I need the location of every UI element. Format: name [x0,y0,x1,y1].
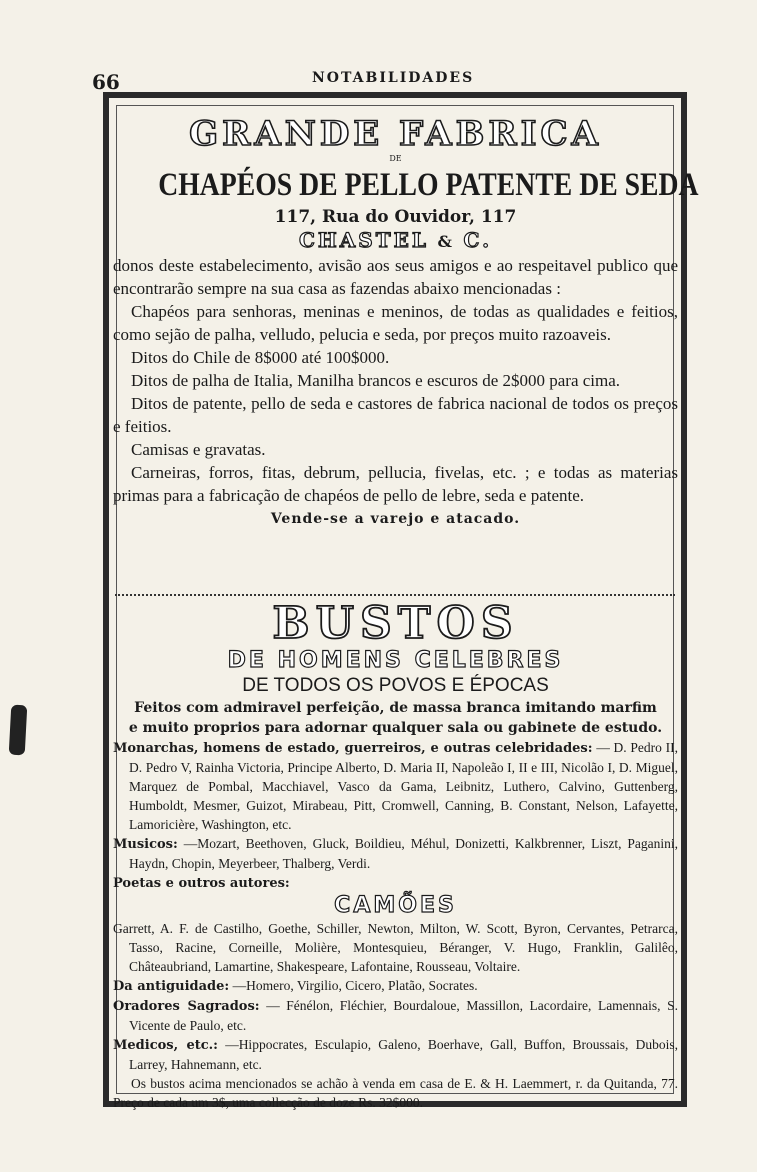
dotted-separator [115,594,675,596]
busts-subtitle-2: DE TODOS OS POVOS E ÉPOCAS [242,675,549,696]
busts-title: BUSTOS [272,598,519,649]
item-materials: Carneiras, forros, fitas, debrum, pellucia, fivelas, etc. ; e todas as materias primas para a fabricação de chapéos de pello de lebre, seda e patente. [113,463,678,505]
busts-advertisement [113,600,678,1112]
item-chile: Ditos do Chile de 8$000 até 100$000. [131,348,390,367]
hat-factory-advertisement [113,110,699,529]
item-straw: Ditos de palha de Italia, Manilha brancos e escuros de 2$000 para cima. [131,371,621,390]
category-label: Medicos, etc.: [113,1038,218,1053]
category-label: Musicos: [113,837,178,852]
firm-surname: CHASTEL [298,228,429,252]
connector-word: DE [389,154,402,163]
category-names: —Hippocrates, Esculapio, Galeno, Boerhave, Gall, Buffon, Broussais, Dubois, Larrey, Hahnemann, etc. [129,1037,678,1072]
poets-entry [113,873,678,893]
item-patent: Ditos de patente, pello de seda e castores de fabrica nacional de todos os preços e feitios. [113,394,678,436]
category-names: — Fénélon, Fléchier, Bourdaloue, Massillon, Lacordaire, Lamennais, S. Vicente de Paulo, etc. [129,998,679,1033]
sales-note: Vende-se a varejo e atacado. [270,511,521,527]
closing-note: Os bustos acima mencionados se achão à venda em casa de E. & H. Laemmert, r. da Quitanda, 77. Preço de cada um 3$, uma collecção de doze Rs. 32$000. [113,1076,678,1110]
monarchs-entry [113,738,678,834]
decorative-title: GRANDE FABRICA [189,114,602,154]
category-label: Poetas e outros autores: [113,876,290,891]
busts-description-2: e muito proprios para adornar qualquer sala ou gabinete de estudo. [128,720,663,736]
musicians-entry [113,834,678,873]
category-names: —Mozart, Beethoven, Gluck, Boildieu, Méhul, Donizetti, Kalkbrenner, Liszt, Paganini, Haydn, Chopin, Meyerbeer, Thalberg, Verdi. [129,836,679,871]
category-label: Da antiguidade: [113,979,230,994]
subtitle-de: DE [227,648,267,673]
category-label: Monarchas, homens de estado, guerreiros, e outras celebridades: [113,741,593,756]
running-title: NOTABILIDADES [312,70,475,86]
orators-entry [113,996,678,1035]
firm-company: C. [463,228,493,252]
busts-description-1: Feitos com admiravel perfeição, de massa branca imitando marfim [134,700,657,716]
category-names: — D. Pedro II, D. Pedro V, Rainha Victoria, Principe Alberto, D. Maria II, Napoleão I, II e III, Nicolão I, D. Miguel, Marquez de Pombal, Macchiavel, Vasco da Gama, Leibnitz, Luthero, Calvino, Guttenberg, Humboldt, Mesmer, Guizot, Mirabeau, Pitt, Cromwell, Canning, B. Constant, Nelson, Lafayette, Lamoricière, Washington, etc. [129,740,679,832]
item-hats: Chapéos para senhoras, meninas e meninos, de todas as qualidades e feitios, como sejão de palha, velludo, pelucia e seda, por preços muito razoaveis. [113,302,678,344]
busts-subtitle [113,648,678,674]
doctors-entry [113,1035,678,1074]
poets-list: Garrett, A. F. de Castilho, Goethe, Schiller, Newton, Milton, W. Scott, Byron, Cervantes, Petrarca, Tasso, Racine, Corneille, Molière, Montesquieu, Béranger, V. Hugo, Franklin, Galilêo, Châteaubriand, Lamartine, Shakespeare, Lafontaine, Rousseau, Voltaire. [113,921,678,974]
page-number: 66 [92,70,120,94]
ampersand: & [437,232,455,251]
shop-address: 117, Rua do Ouvidor, 117 [274,207,517,227]
category-label: Oradores Sagrados: [113,999,260,1014]
category-names: —Homero, Virgilio, Cicero, Platão, Socrates. [232,978,478,993]
firm-name [113,228,678,254]
ink-smudge [9,705,28,756]
item-shirts: Camisas e gravatas. [131,440,266,459]
antiquity-entry [113,976,678,996]
subtitle-homens: HOMENS [277,648,404,673]
subtitle-celebres: CELEBRES [414,648,564,673]
camoes-heading: CAMÕES [334,893,457,918]
ad-headline: CHAPÉOS DE PELLO PATENTE DE SEDA [158,167,699,203]
intro-paragraph: donos deste estabelecimento, avisão aos seus amigos e ao respeitavel publico que encontrarão sempre na sua casa as fazendas abaixo mencionadas : [113,256,678,298]
